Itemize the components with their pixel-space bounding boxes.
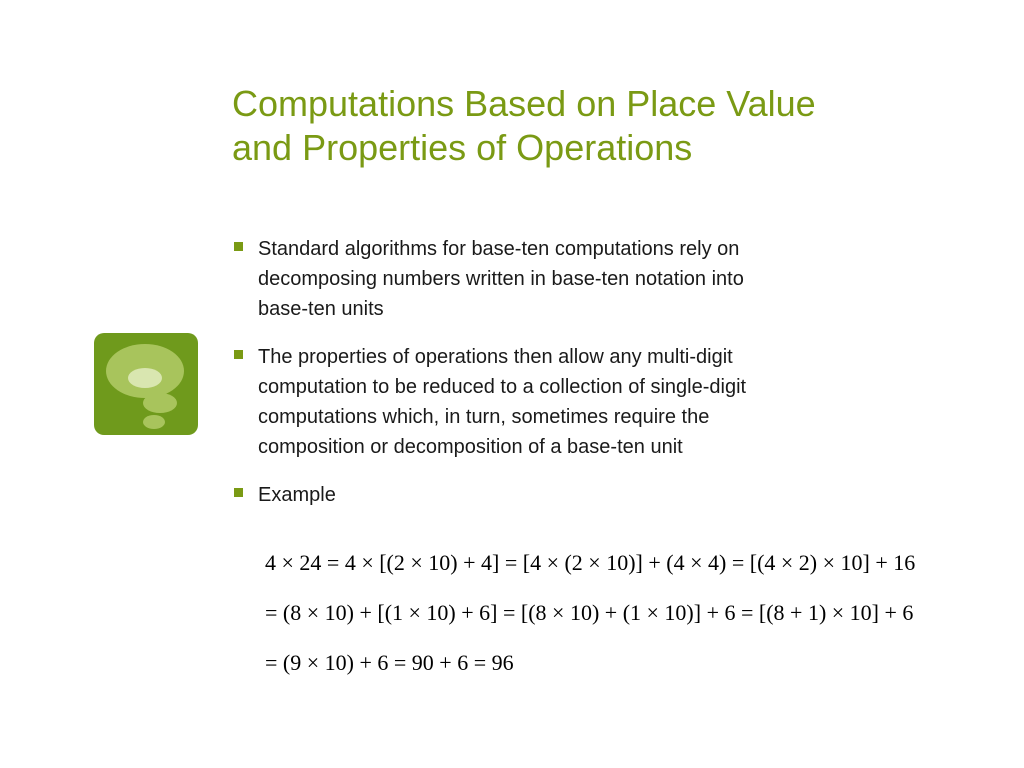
bullet-line: The properties of operations then allow any multi-digit (258, 346, 733, 368)
equation-line: = (8 × 10) + [(1 × 10) + 6] = [(8 × 10) + (1 × 10)] + 6 = [(8 + 1) × 10] + 6 (265, 600, 914, 625)
bullet-text (258, 342, 952, 462)
square-bullet-icon (234, 242, 243, 251)
square-bullet-icon (234, 350, 243, 359)
bullet-line: computations which, in turn, sometimes require the (258, 406, 710, 428)
equation-line: = (9 × 10) + 6 = 90 + 6 = 96 (265, 650, 514, 675)
bullet-list (232, 234, 952, 528)
bullet-line: composition or decomposition of a base-ten unit (258, 436, 683, 458)
bullet-line: Example (258, 484, 336, 506)
bullet-line: computation to be reduced to a collection of single-digit (258, 376, 747, 398)
bullet-line: base-ten units (258, 298, 384, 320)
square-bullet-icon (234, 488, 243, 497)
title-line: Computations Based on Place Value (232, 83, 816, 124)
title-line: and Properties of Operations (232, 127, 693, 168)
slide-title (232, 82, 932, 170)
bullet-line: Standard algorithms for base-ten computations rely on (258, 238, 740, 260)
bullet-item (232, 480, 952, 510)
speech-bubble-thought-icon (94, 333, 198, 435)
bullet-line: decomposing numbers written in base-ten notation into (258, 268, 744, 290)
bullet-text (258, 234, 952, 324)
bullet-item (232, 234, 952, 324)
bullet-item (232, 342, 952, 462)
bullet-text (258, 480, 952, 510)
example-equations (265, 538, 1015, 688)
equation-line: 4 × 24 = 4 × [(2 × 10) + 4] = [4 × (2 × 10)] + (4 × 4) = [(4 × 2) × 10] + 16 (265, 550, 916, 575)
